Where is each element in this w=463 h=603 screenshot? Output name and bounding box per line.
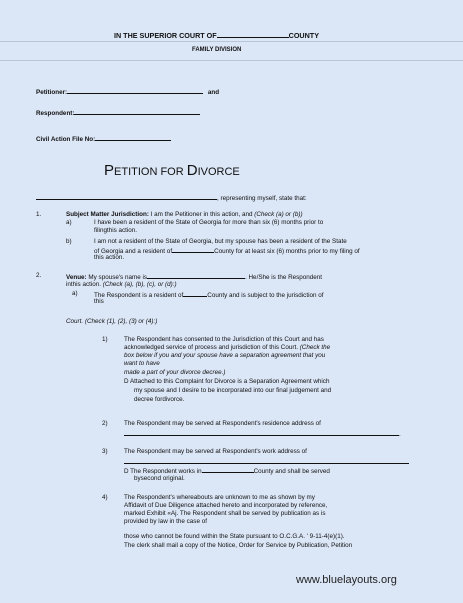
s1-a-line1: I have been a resident of the State of Georgia for more than six (6) months prior to — [94, 219, 324, 226]
item-3-line2[interactable] — [124, 466, 330, 475]
file-number-line — [36, 134, 171, 143]
item-3-line1: The Respondent may be served at Respondent's work address of — [124, 448, 307, 455]
s2-a-label: a) — [72, 290, 78, 297]
work-address-blank[interactable] — [124, 457, 409, 464]
court-check-note: Court. (Check (1), (2), (3) or (4):) — [66, 318, 158, 325]
s1-county-blank[interactable] — [172, 246, 214, 253]
s1-b-line2 — [94, 246, 360, 255]
s1-b-line1: I am not a resident of the State of Georgia, but my spouse has been a resident of the State — [94, 238, 347, 245]
item-3-blank-line — [124, 457, 409, 466]
item-2-line1: The Respondent may be served at Respondent's residence address of — [124, 420, 321, 427]
item-1-line2 — [124, 344, 330, 351]
section-1-heading — [66, 211, 303, 218]
s1-note: (Check (a) or (b)) — [254, 211, 303, 218]
item-4-line6: The clerk shall mail a copy of the Notice, Order for Service by Publication, Petition — [124, 542, 353, 549]
section-2-heading — [66, 272, 322, 281]
item-4-number: 4) — [102, 494, 108, 501]
item-2-blank-line: . — [124, 429, 401, 438]
s1-b2-pre: of Georgia and a resident of — [94, 248, 173, 255]
i1-2n: (Check the — [297, 344, 331, 351]
respondent-label: Respondent: — [36, 110, 75, 117]
section-1-number: 1. — [36, 211, 42, 218]
s2-a-pre: The Respondent is a resident of — [94, 292, 184, 299]
s2-text2: . He/She is the Respondent — [245, 274, 323, 281]
name-blank[interactable] — [36, 193, 217, 200]
item-2-number: 2) — [102, 420, 108, 427]
s1-b-label: b) — [66, 238, 72, 245]
petitioner-blank[interactable] — [67, 87, 203, 94]
i3-2-post: County and shall be served — [253, 468, 330, 475]
court-heading — [114, 31, 319, 39]
item-1-line1: The Respondent has consented to the Jurisdiction of this Court and has — [124, 336, 324, 343]
s1-a-line2: filingthis action. — [94, 227, 138, 234]
s2-a-line1 — [94, 290, 323, 299]
title-ivorce: IVORCE — [197, 166, 240, 178]
item-4-line5: those who cannot be found within the State pursuant to O.C.G.A. ' 9-11-4(e)(1). — [124, 533, 345, 540]
item-1-line7: my spouse and I desire to be incorporated into our final judgement and — [134, 387, 332, 394]
item-3-line3: bysecond original. — [134, 475, 185, 482]
division-label: FAMILY DIVISION — [192, 47, 242, 53]
item-1-line5: made a part of your divorce decree.) — [124, 369, 226, 376]
item-1-number: 1) — [102, 336, 108, 343]
item-4-line4: provided by law in the case of — [124, 518, 207, 525]
s1-heading: Subject Matter Jurisdiction: — [66, 211, 149, 218]
item-4-line2: Affidavit of Due Diligence attached hereto and incorporated by reference, — [124, 502, 328, 509]
site-url[interactable]: www.bluelayouts.org — [296, 574, 397, 586]
title-d: D — [186, 162, 198, 179]
work-county-blank[interactable] — [202, 466, 254, 473]
respondent-blank[interactable] — [74, 108, 200, 115]
petitioner-label: Petitioner: — [36, 89, 68, 96]
item-4-line3: marked Exhibit «Aj. The Respondent shall be served by publication as is — [124, 510, 326, 517]
residence-address-blank[interactable] — [124, 429, 399, 436]
petitioner-line — [36, 87, 219, 96]
s1-b-line3: this action. — [94, 254, 125, 261]
page-title — [104, 162, 240, 180]
s2-a-line2: this — [94, 298, 104, 305]
section-2-number: 2. — [36, 272, 42, 279]
item-1-line3: box below if you and your spouse have a separation agreement that you — [124, 352, 326, 359]
s1-b2-post: County for at least six (6) months prior to my filing of — [214, 248, 360, 255]
s1-text: I am the Petitioner in this action, and — [148, 211, 255, 218]
title-p: P — [104, 162, 115, 179]
item-1-line4: want to have — [124, 360, 160, 367]
spouse-name-blank[interactable] — [147, 272, 245, 279]
respondent-line — [36, 108, 200, 117]
file-number-blank[interactable] — [95, 134, 171, 141]
s1-a-label: a) — [66, 219, 72, 226]
court-suffix: COUNTY — [288, 31, 319, 40]
s2-a-post: County and is subject to the jurisdiction of — [207, 292, 324, 299]
item-3-number: 3) — [102, 448, 108, 455]
i3-2-pre: D The Respondent works in — [124, 468, 202, 475]
s2-heading: Venue: — [66, 274, 87, 281]
s2-line2 — [66, 281, 177, 288]
s2-county-blank[interactable] — [183, 290, 207, 297]
item-1-line8: decree fordivorce. — [134, 396, 185, 403]
s2-text: My spouse's name is — [86, 274, 148, 281]
intro-line — [36, 193, 307, 202]
title-etition-for: ETITION FOR — [114, 166, 187, 178]
intro-text: , representing myself, state that: — [217, 195, 307, 202]
court-prefix: IN THE SUPERIOR COURT OF — [114, 31, 217, 40]
i1-2: acknowledged service of process and jurisdiction of this Court. — [124, 344, 298, 351]
county-blank[interactable] — [217, 31, 289, 38]
file-label: Civil Action File No: — [36, 136, 96, 143]
s2-l2-note: (Check (a), (b), (c), or (d):) — [102, 281, 177, 288]
item-1-line6[interactable]: D Attached to this Complaint for Divorce is a Separation Agreement which — [124, 378, 330, 385]
item-4-line1: The Respondent's whereabouts are unknown to me as shown by my — [124, 494, 315, 501]
header-rule — [0, 41, 463, 42]
division-rule — [0, 60, 463, 61]
and-label: and — [207, 89, 220, 96]
s2-l2-pre: inthis action. — [66, 281, 103, 288]
